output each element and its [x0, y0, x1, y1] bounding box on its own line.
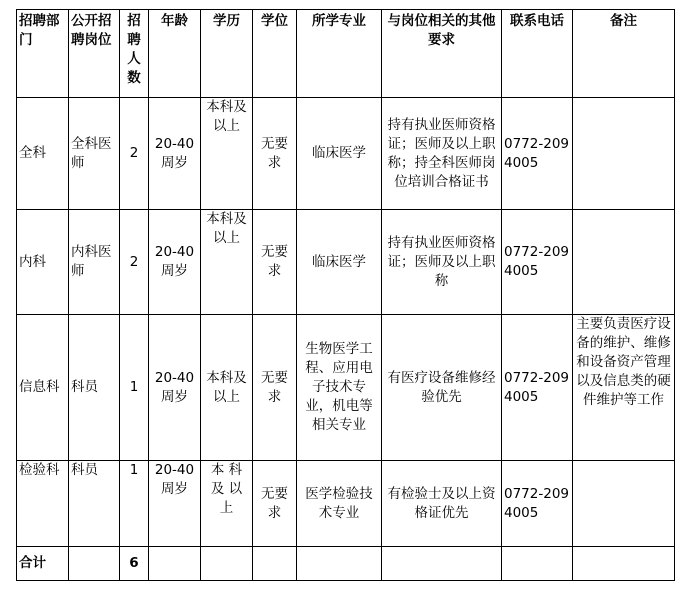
recruitment-table	[16, 9, 675, 581]
cell-dept: 内科	[17, 210, 69, 315]
cell-requirements: 持有执业医师资格证；医师及以上职称	[382, 210, 502, 315]
cell-major: 临床医学	[297, 98, 382, 210]
cell-degree: 无要求	[253, 210, 297, 315]
cell-count: 1	[120, 461, 149, 547]
cell-notes: 主要负责医疗设备的维护、维修和设备资产管理以及信息类的硬件维护等工作	[573, 315, 675, 461]
cell-degree: 无要求	[253, 98, 297, 210]
header-dept: 招聘部门	[17, 10, 69, 98]
total-empty-cell	[573, 547, 675, 581]
total-empty-cell	[297, 547, 382, 581]
cell-dept: 全科	[17, 98, 69, 210]
total-count: 6	[120, 547, 149, 581]
cell-major: 生物医学工程、应用电子技术专业，机电等相关专业	[297, 315, 382, 461]
total-empty-cell	[253, 547, 297, 581]
cell-dept: 检验科	[17, 461, 69, 547]
cell-requirements: 有医疗设备维修经验优先	[382, 315, 502, 461]
cell-education: 本 科 及 以 上	[201, 461, 253, 547]
total-label: 合计	[17, 547, 69, 581]
cell-requirements: 有检验士及以上资格证优先	[382, 461, 502, 547]
cell-position: 科员	[69, 315, 120, 461]
cell-position: 内科医师	[69, 210, 120, 315]
header-education: 学历	[201, 10, 253, 98]
table-row	[17, 461, 675, 547]
cell-education: 本科及以上	[201, 315, 253, 461]
header-position: 公开招聘岗位	[69, 10, 120, 98]
total-empty-cell	[149, 547, 201, 581]
cell-count: 2	[120, 210, 149, 315]
cell-education: 本科及以上	[201, 98, 253, 210]
table-row	[17, 210, 675, 315]
header-age: 年龄	[149, 10, 201, 98]
cell-position: 全科医师	[69, 98, 120, 210]
header-count: 招聘人数	[120, 10, 149, 98]
header-row	[17, 10, 675, 98]
cell-phone: 0772-2094005	[502, 315, 573, 461]
header-requirements: 与岗位相关的其他要求	[382, 10, 502, 98]
total-row	[17, 547, 675, 581]
total-empty-cell	[201, 547, 253, 581]
total-empty-cell	[382, 547, 502, 581]
cell-phone: 0772-2094005	[502, 461, 573, 547]
total-empty-cell	[69, 547, 120, 581]
cell-major: 临床医学	[297, 210, 382, 315]
cell-education: 本科及以上	[201, 210, 253, 315]
cell-age: 20-40周岁	[149, 315, 201, 461]
cell-count: 1	[120, 315, 149, 461]
cell-notes	[573, 98, 675, 210]
cell-degree: 无要求	[253, 315, 297, 461]
table-row	[17, 315, 675, 461]
header-phone: 联系电话	[502, 10, 573, 98]
cell-age: 20-40周岁	[149, 210, 201, 315]
cell-degree: 无要求	[253, 461, 297, 547]
table-row	[17, 98, 675, 210]
header-major: 所学专业	[297, 10, 382, 98]
cell-age: 20-40周岁	[149, 461, 201, 547]
total-empty-cell	[502, 547, 573, 581]
header-notes: 备注	[573, 10, 675, 98]
cell-count: 2	[120, 98, 149, 210]
cell-notes	[573, 461, 675, 547]
cell-phone: 0772-2094005	[502, 210, 573, 315]
cell-phone: 0772-2094005	[502, 98, 573, 210]
cell-major: 医学检验技术专业	[297, 461, 382, 547]
cell-notes	[573, 210, 675, 315]
cell-age: 20-40周岁	[149, 98, 201, 210]
cell-dept: 信息科	[17, 315, 69, 461]
header-degree: 学位	[253, 10, 297, 98]
cell-requirements: 持有执业医师资格证；医师及以上职称；持全科医师岗位培训合格证书	[382, 98, 502, 210]
cell-position: 科员	[69, 461, 120, 547]
